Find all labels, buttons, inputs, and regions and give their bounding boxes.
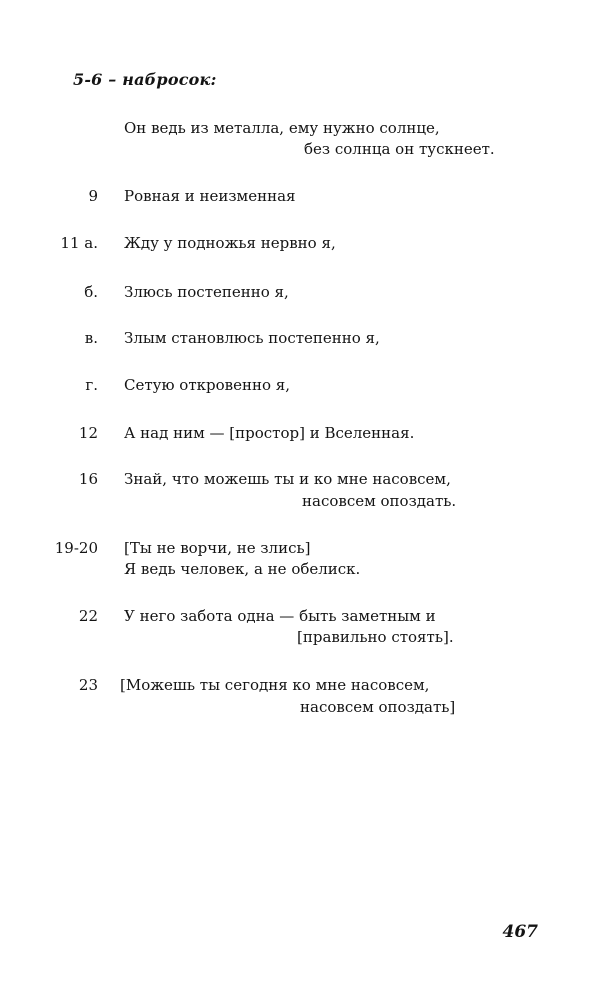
line-number: в. xyxy=(84,329,98,347)
line-number: 16 xyxy=(78,470,98,488)
line-number: 22 xyxy=(78,607,98,625)
page-number: 467 xyxy=(502,922,538,942)
variant-text: Сетую откровенно я, xyxy=(124,376,290,394)
line-number: 12 xyxy=(78,424,98,442)
line-number: 19-20 xyxy=(54,539,98,557)
line-number: 23 xyxy=(78,676,98,694)
variant-text-continuation: насовсем опоздать. xyxy=(302,492,457,510)
variant-text: Злым становлюсь постепенно я, xyxy=(124,329,380,347)
variant-text: А над ним — [простор] и Вселенная. xyxy=(124,424,415,442)
variant-text-continuation: [правильно стоять]. xyxy=(297,628,454,646)
variant-text: [Ты не ворчи, не злись] xyxy=(124,539,311,557)
line-number: б. xyxy=(84,283,98,301)
variant-text-continuation: Я ведь человек, а не обелиск. xyxy=(124,560,361,578)
line-number: г. xyxy=(85,376,98,394)
draft-line-1: Он ведь из металла, ему нужно солнце, xyxy=(124,119,440,137)
variant-text: Жду у подножья нервно я, xyxy=(124,234,336,252)
variant-text: У него забота одна — быть заметным и xyxy=(124,607,436,625)
draft-line-2: без солнца он тускнеет. xyxy=(304,140,495,158)
variant-text: Злюсь постепенно я, xyxy=(124,283,289,301)
variant-text: Знай, что можешь ты и ко мне насовсем, xyxy=(124,470,451,488)
variant-text-continuation: насовсем опоздать] xyxy=(300,698,456,716)
line-number: 11 а. xyxy=(60,234,98,252)
section-heading: 5-6 – набросок: xyxy=(73,70,217,89)
line-number: 9 xyxy=(88,187,98,205)
variant-text: [Можешь ты сегодня ко мне насовсем, xyxy=(120,676,430,694)
variant-text: Ровная и неизменная xyxy=(124,187,296,205)
